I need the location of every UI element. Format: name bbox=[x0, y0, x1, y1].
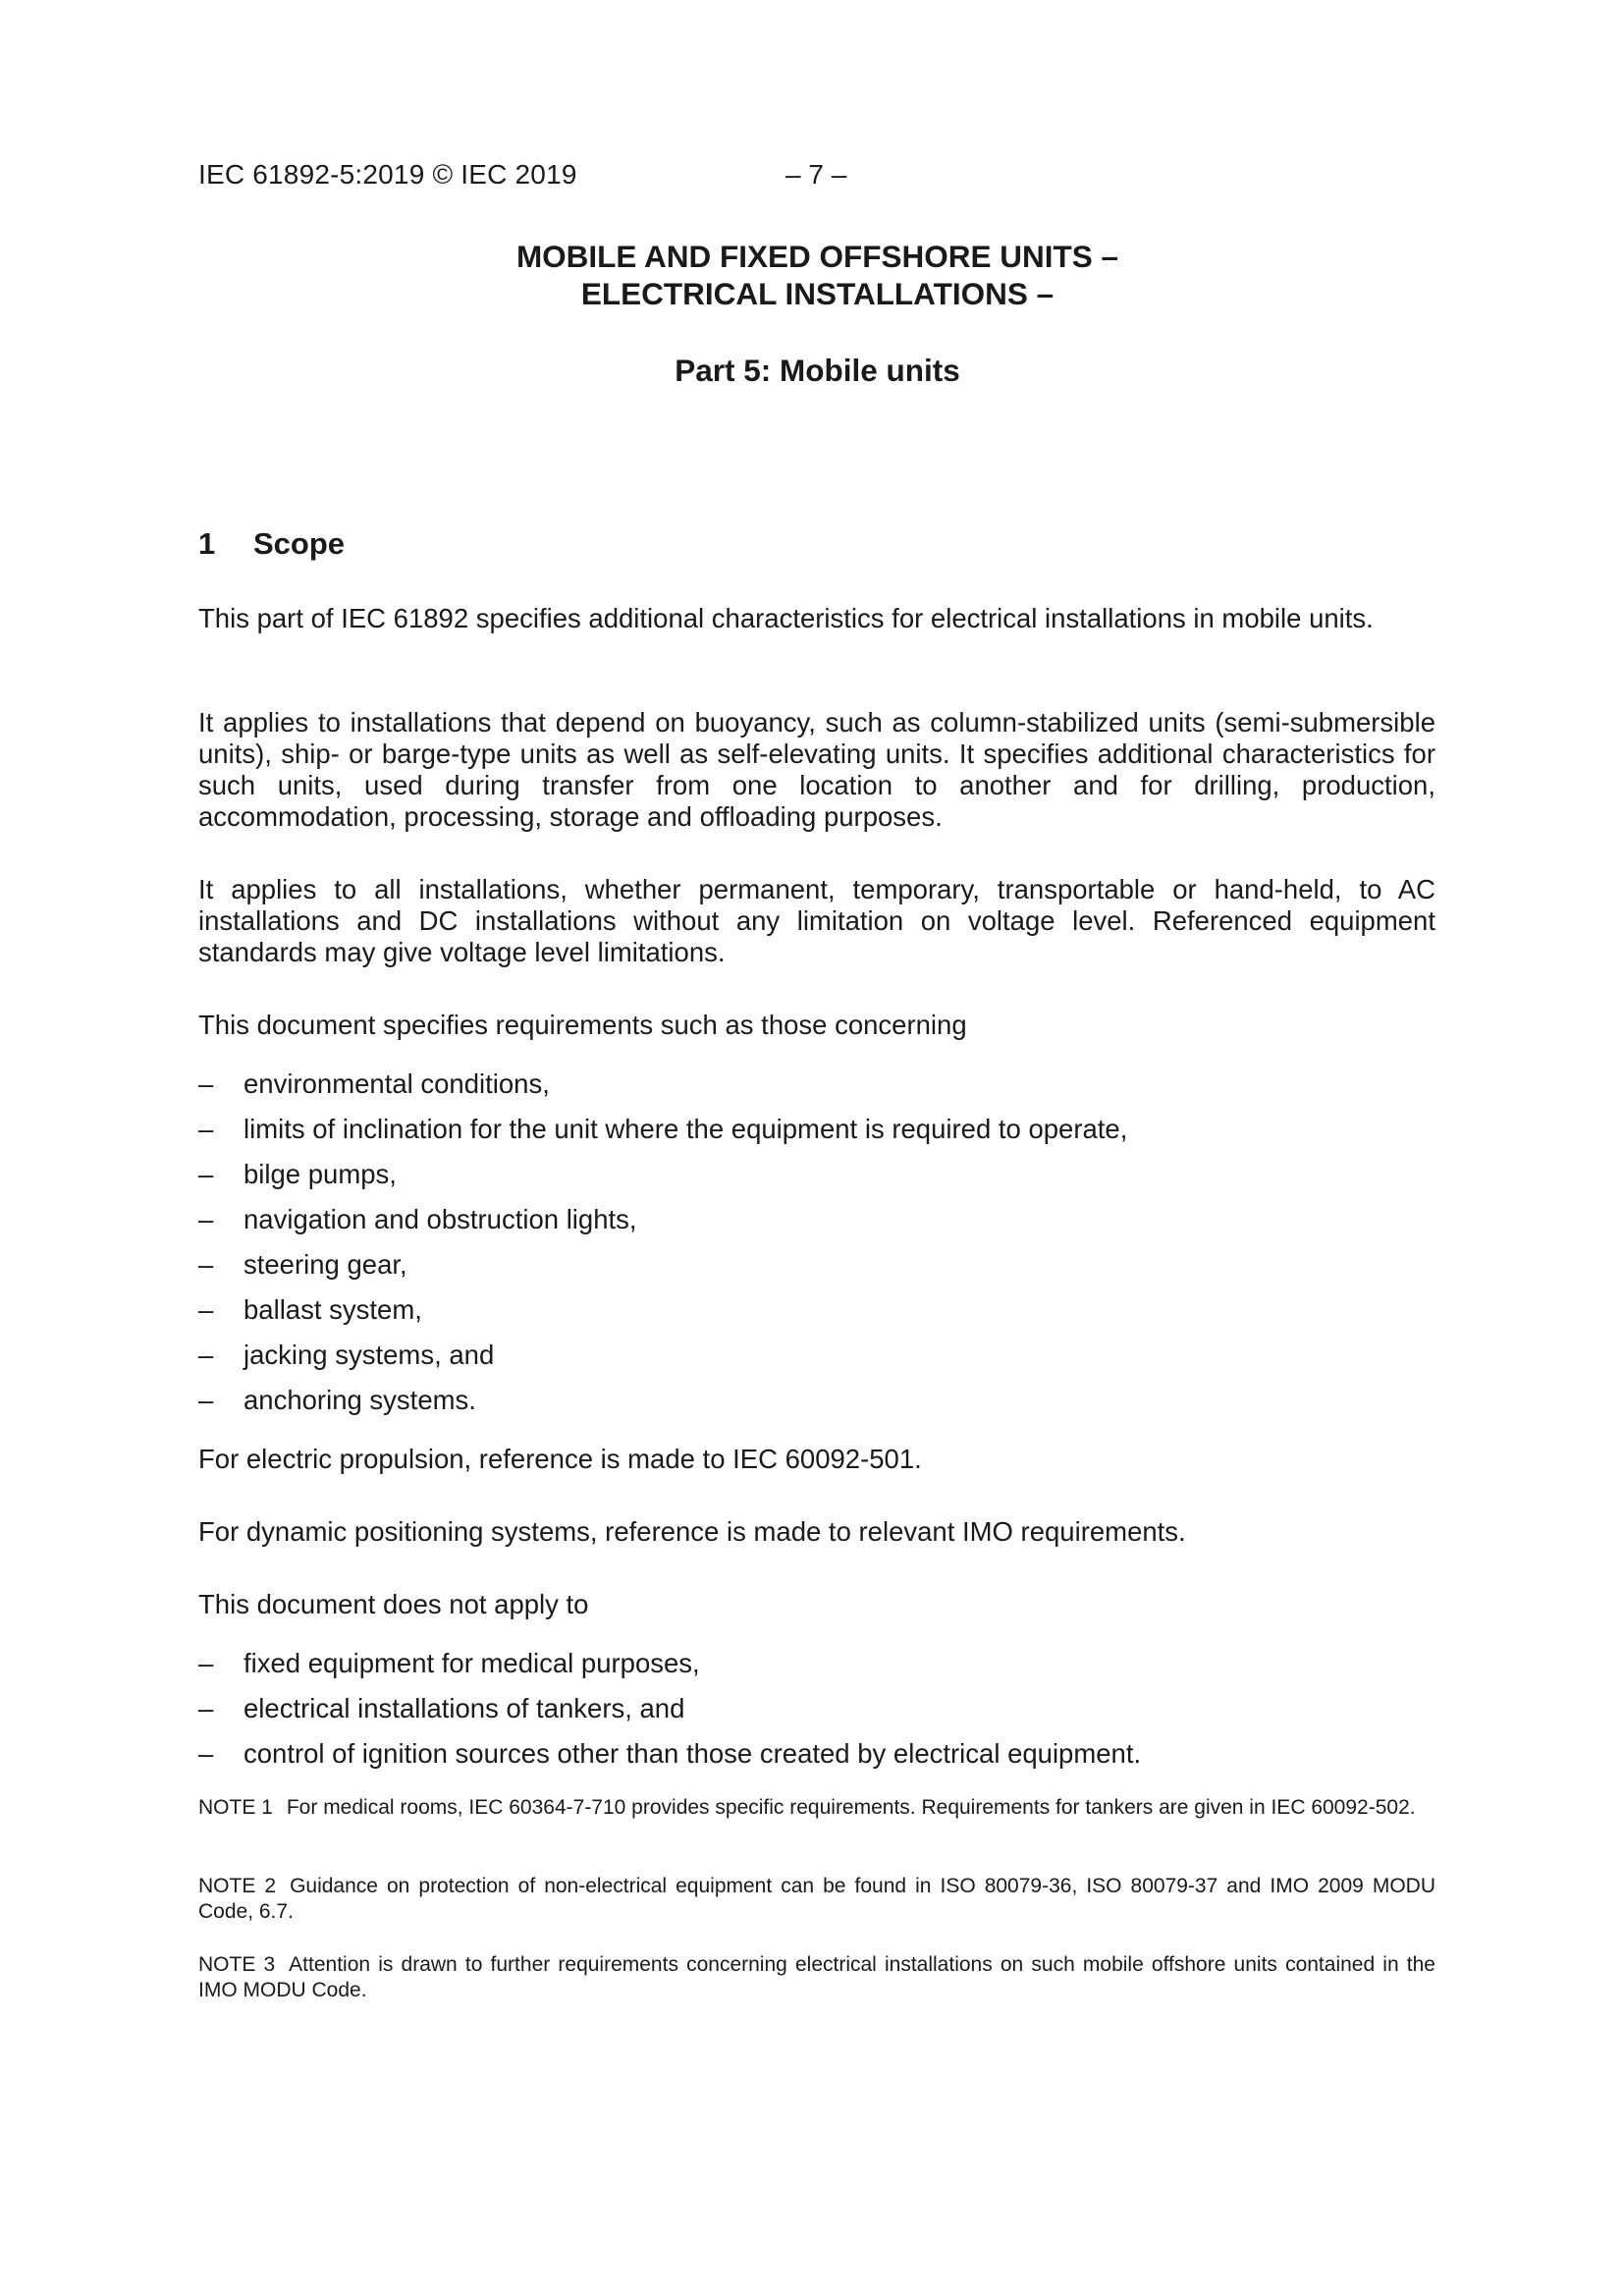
list-item: – anchoring systems. bbox=[198, 1385, 476, 1415]
list-dash: – bbox=[198, 1294, 214, 1325]
list-dash: – bbox=[198, 1159, 214, 1189]
list-dash: – bbox=[198, 1693, 214, 1723]
paragraph-7: This document does not apply to bbox=[198, 1589, 589, 1619]
list-dash: – bbox=[198, 1068, 214, 1099]
note-label: NOTE 1 bbox=[198, 1796, 273, 1819]
list-dash: – bbox=[198, 1648, 214, 1678]
note-text: Guidance on protection of non-electrical equipment can be found in ISO 80079-36, ISO 80079-37 and IMO 2009 MODU Code, 6.7. bbox=[198, 1875, 1435, 1923]
header-page-number: – 7 – bbox=[785, 159, 847, 190]
requirements-list bbox=[198, 1068, 1435, 1430]
paragraph-6: For dynamic positioning systems, reference is made to relevant IMO requirements. bbox=[198, 1516, 1186, 1547]
clause-number: 1 bbox=[198, 526, 216, 561]
list-dash: – bbox=[198, 1339, 214, 1370]
list-item: – fixed equipment for medical purposes, bbox=[198, 1648, 700, 1678]
note-text: Attention is drawn to further requirements concerning electrical installations on such mobile offshore units contained in the IMO MODU Code. bbox=[198, 1953, 1435, 2001]
clause-heading bbox=[198, 526, 345, 562]
list-dash: – bbox=[198, 1204, 214, 1234]
paragraph-1: This part of IEC 61892 specifies additional characteristics for electrical installations in mobile units. bbox=[198, 603, 1374, 633]
header-reference: IEC 61892-5:2019 © IEC 2019 bbox=[198, 159, 577, 190]
list-item: – steering gear, bbox=[198, 1249, 407, 1280]
paragraph-3: It applies to all installations, whether permanent, temporary, transportable or hand-held, to AC installations and DC installations without any limitation on voltage level. Referenced equipment standards may give voltage level limitations. bbox=[198, 874, 1435, 967]
paragraph-4: This document specifies requirements such as those concerning bbox=[198, 1010, 967, 1040]
list-dash: – bbox=[198, 1385, 214, 1415]
note-1 bbox=[198, 1795, 1435, 1821]
list-dash: – bbox=[198, 1114, 214, 1144]
title-line-1: MOBILE AND FIXED OFFSHORE UNITS – bbox=[515, 239, 1119, 274]
list-item: – jacking systems, and bbox=[198, 1339, 495, 1370]
list-dash: – bbox=[198, 1249, 214, 1280]
list-dash: – bbox=[198, 1738, 214, 1769]
list-item: – limits of inclination for the unit where the equipment is required to operate, bbox=[198, 1114, 1128, 1144]
list-item: – control of ignition sources other than those created by electrical equipment. bbox=[198, 1738, 1142, 1769]
note-3 bbox=[198, 1952, 1435, 2003]
list-item: – bilge pumps, bbox=[198, 1159, 397, 1189]
list-item: – environmental conditions, bbox=[198, 1068, 550, 1099]
paragraph-2: It applies to installations that depend on buoyancy, such as column-stabilized units (semi-submersible units), ship- or barge-type units as well as self-elevating units. It specifies additional characteristics for such units, used during transfer from one location to another and for drilling, production, accommodation, processing, storage and offloading purposes. bbox=[198, 707, 1435, 832]
title-part: Part 5: Mobile units bbox=[675, 353, 960, 388]
list-item: – ballast system, bbox=[198, 1294, 422, 1325]
note-label: NOTE 3 bbox=[198, 1953, 276, 1976]
paragraph-5: For electric propulsion, reference is made to IEC 60092-501. bbox=[198, 1444, 922, 1474]
list-item: – electrical installations of tankers, and bbox=[198, 1693, 685, 1723]
exclusions-list bbox=[198, 1648, 1435, 1783]
list-item: – navigation and obstruction lights, bbox=[198, 1204, 637, 1234]
note-label: NOTE 2 bbox=[198, 1875, 277, 1897]
note-text: For medical rooms, IEC 60364-7-710 provides specific requirements. Requirements for tankers are given in IEC 60092-502. bbox=[286, 1796, 1416, 1819]
clause-title: Scope bbox=[253, 526, 346, 561]
note-2 bbox=[198, 1874, 1435, 1925]
title-line-2: ELECTRICAL INSTALLATIONS – bbox=[580, 276, 1055, 311]
